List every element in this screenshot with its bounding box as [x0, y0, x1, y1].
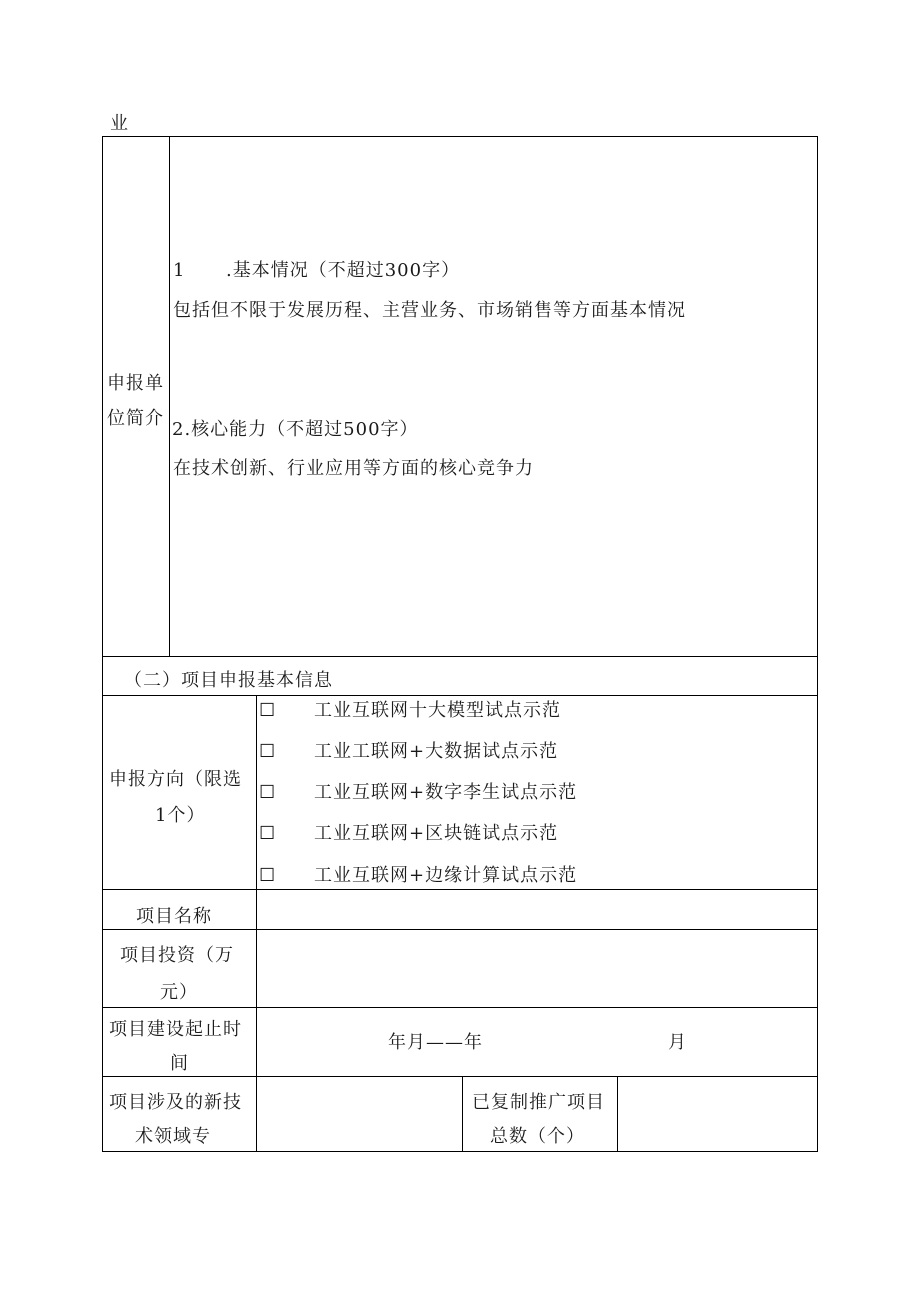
column-divider [169, 136, 170, 656]
table-border-right [817, 136, 818, 1152]
section-heading: （二）项目申报基本信息 [124, 670, 333, 691]
replicated-count-field[interactable] [618, 1077, 817, 1151]
label-line: 1个） [155, 805, 206, 826]
checkbox-icon[interactable]: ☐ [259, 865, 277, 886]
page-fragment-text: 业 [110, 113, 129, 134]
option-label: 工业互联网+区块链试点示范 [314, 823, 559, 844]
label-line: 项目投资（万 [120, 945, 234, 966]
label-line: 间 [170, 1053, 189, 1074]
item1-title: .基本情况（不超过300字） [226, 260, 461, 281]
label-line: 术领域专 [135, 1126, 211, 1147]
period-field[interactable] [257, 1008, 817, 1076]
label-line: 已复制推广项目 [472, 1092, 605, 1113]
checkbox-icon[interactable]: ☐ [259, 823, 277, 844]
label-line: 申报方向（限选 [109, 769, 242, 790]
option-label: 工业互联网+边缘计算试点示范 [314, 865, 578, 886]
item2-description: 在技术创新、行业应用等方面的核心竞争力 [173, 458, 534, 479]
investment-field[interactable] [257, 930, 817, 1007]
table-border-left [102, 136, 103, 1152]
item1-number: 1 [173, 260, 186, 281]
checkbox-icon[interactable]: ☐ [259, 700, 277, 721]
period-start-text: 年月——年 [388, 1032, 483, 1053]
option-label: 工业互联网+数字李生试点示范 [314, 782, 578, 803]
row-divider [102, 695, 818, 696]
table-border-top [102, 136, 818, 137]
label-line: 申报单 [107, 373, 164, 394]
table-border-bottom [102, 1151, 818, 1152]
row-divider [102, 656, 818, 657]
option-label: 工业互联网十大模型试点示范 [314, 700, 561, 721]
option-label: 工业工联网+大数据试点示范 [314, 741, 559, 762]
label-line: 总数（个） [490, 1126, 585, 1147]
item1-description: 包括但不限于发展历程、主营业务、市场销售等方面基本情况 [173, 300, 686, 321]
project-name-field[interactable] [257, 890, 817, 929]
label-line: 位简介 [107, 408, 164, 429]
label-line: 项目建设起止时 [109, 1019, 242, 1040]
column-divider [462, 1076, 463, 1151]
checkbox-icon[interactable]: ☐ [259, 782, 277, 803]
project-name-label: 项目名称 [136, 906, 212, 927]
newtech-field[interactable] [257, 1077, 462, 1151]
label-line: 项目涉及的新技 [109, 1092, 242, 1113]
label-line: 元） [160, 982, 198, 1003]
period-end-text: 月 [668, 1032, 687, 1053]
item2-title: 2.核心能力（不超过500字） [172, 419, 419, 440]
checkbox-icon[interactable]: ☐ [259, 741, 277, 762]
